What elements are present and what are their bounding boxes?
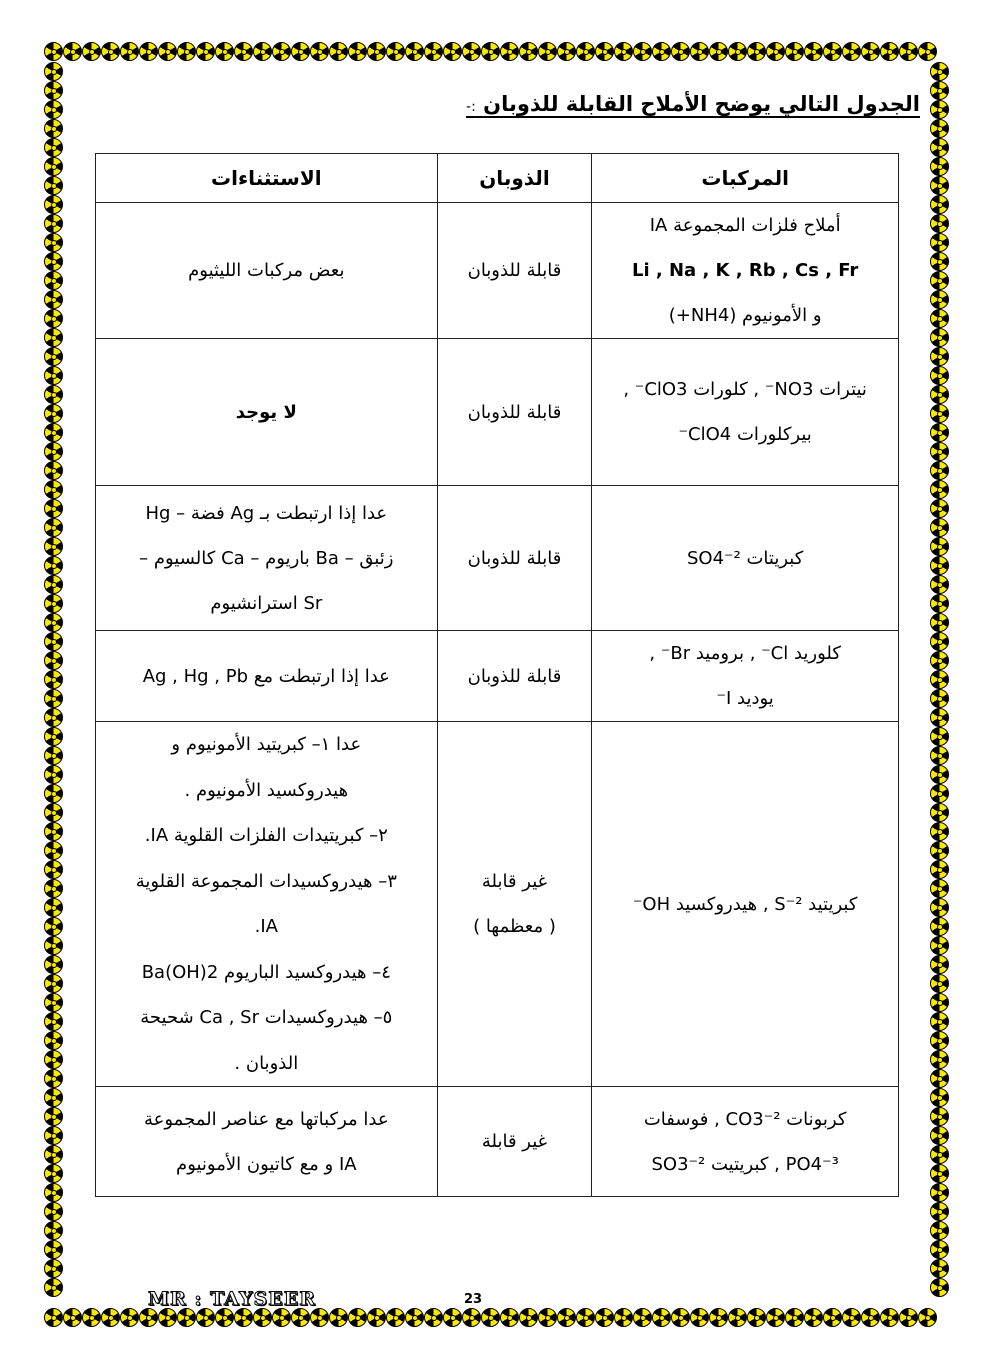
radiation-symbol-icon	[652, 1308, 671, 1327]
radiation-symbol-icon	[766, 1308, 785, 1327]
radiation-symbol-icon	[652, 42, 671, 61]
radiation-symbol-icon	[443, 42, 462, 61]
solubility-cell	[437, 339, 592, 486]
cell-line: كربونات CO3⁻² , فوسفات	[643, 1108, 847, 1130]
exceptions-cell	[96, 631, 438, 722]
cell-line: عدا ١– كبريتيد الأمونيوم و	[171, 734, 362, 755]
compounds-cell	[592, 339, 899, 486]
radiation-symbol-icon	[728, 1308, 747, 1327]
radiation-symbol-icon	[386, 1308, 405, 1327]
radiation-symbol-icon	[671, 42, 690, 61]
radiation-symbol-icon	[443, 1308, 462, 1327]
radiation-symbol-icon	[44, 1145, 63, 1164]
cell-line: كبريتيد S⁻² , هيدروكسيد OH⁻	[632, 893, 858, 915]
radiation-symbol-icon	[44, 613, 63, 632]
radiation-symbol-icon	[930, 385, 949, 404]
solubility-cell	[437, 1087, 592, 1197]
radiation-symbol-icon	[930, 176, 949, 195]
radiation-symbol-icon	[930, 594, 949, 613]
decorative-border-top	[44, 42, 937, 61]
radiation-symbol-icon	[44, 233, 63, 252]
radiation-symbol-icon	[44, 100, 63, 119]
cell-line: غير قابلة	[481, 871, 548, 892]
radiation-symbol-icon	[918, 42, 937, 61]
radiation-symbol-icon	[367, 42, 386, 61]
radiation-symbol-icon	[44, 442, 63, 461]
radiation-symbol-icon	[930, 860, 949, 879]
radiation-symbol-icon	[44, 727, 63, 746]
radiation-symbol-icon	[424, 1308, 443, 1327]
exceptions-cell	[96, 486, 438, 631]
solubility-cell	[437, 722, 592, 1087]
radiation-symbol-icon	[367, 1308, 386, 1327]
radiation-symbol-icon	[747, 42, 766, 61]
radiation-symbol-icon	[44, 176, 63, 195]
radiation-symbol-icon	[44, 1069, 63, 1088]
cell-line: قابلة للذوبان	[467, 401, 562, 423]
radiation-symbol-icon	[329, 1308, 348, 1327]
radiation-symbol-icon	[481, 42, 500, 61]
radiation-symbol-icon	[930, 841, 949, 860]
radiation-symbol-icon	[44, 195, 63, 214]
radiation-symbol-icon	[880, 42, 899, 61]
radiation-symbol-icon	[861, 42, 880, 61]
radiation-symbol-icon	[930, 974, 949, 993]
table-row	[96, 486, 899, 631]
radiation-symbol-icon	[930, 328, 949, 347]
radiation-symbol-icon	[44, 841, 63, 860]
radiation-symbol-icon	[538, 42, 557, 61]
radiation-symbol-icon	[386, 42, 405, 61]
solubility-cell	[437, 486, 592, 631]
radiation-symbol-icon	[930, 537, 949, 556]
radiation-symbol-icon	[930, 1050, 949, 1069]
radiation-symbol-icon	[348, 1308, 367, 1327]
radiation-symbol-icon	[272, 1308, 291, 1327]
header-compounds: المركبات	[592, 154, 899, 203]
radiation-symbol-icon	[44, 784, 63, 803]
radiation-symbol-icon	[576, 1308, 595, 1327]
radiation-symbol-icon	[930, 1069, 949, 1088]
radiation-symbol-icon	[44, 594, 63, 613]
radiation-symbol-icon	[930, 461, 949, 480]
radiation-symbol-icon	[930, 62, 949, 81]
radiation-symbol-icon	[44, 1012, 63, 1031]
cell-line: عدا إذا ارتبطت بـ Ag فضة – Hg	[145, 502, 388, 524]
radiation-symbol-icon	[44, 1240, 63, 1259]
radiation-symbol-icon	[177, 42, 196, 61]
radiation-symbol-icon	[253, 1308, 272, 1327]
radiation-symbol-icon	[44, 81, 63, 100]
radiation-symbol-icon	[82, 1308, 101, 1327]
radiation-symbol-icon	[930, 1031, 949, 1050]
page-title	[466, 92, 920, 116]
radiation-symbol-icon	[930, 1202, 949, 1221]
radiation-symbol-icon	[785, 42, 804, 61]
radiation-symbol-icon	[880, 1308, 899, 1327]
radiation-symbol-icon	[861, 1308, 880, 1327]
title-suffix: :-	[466, 99, 476, 115]
cell-line: زئبق – Ba باريوم – Ca كالسيوم –	[139, 547, 394, 569]
radiation-symbol-icon	[804, 42, 823, 61]
radiation-symbol-icon	[44, 328, 63, 347]
radiation-symbol-icon	[930, 290, 949, 309]
radiation-symbol-icon	[310, 1308, 329, 1327]
radiation-symbol-icon	[44, 1164, 63, 1183]
radiation-symbol-icon	[930, 1107, 949, 1126]
radiation-symbol-icon	[405, 42, 424, 61]
radiation-symbol-icon	[177, 1308, 196, 1327]
radiation-symbol-icon	[930, 119, 949, 138]
radiation-symbol-icon	[690, 1308, 709, 1327]
table-row	[96, 339, 899, 486]
decorative-border-bottom	[44, 1308, 937, 1327]
radiation-symbol-icon	[44, 898, 63, 917]
radiation-symbol-icon	[930, 879, 949, 898]
radiation-symbol-icon	[930, 1240, 949, 1259]
radiation-symbol-icon	[272, 42, 291, 61]
radiation-symbol-icon	[930, 100, 949, 119]
radiation-symbol-icon	[101, 1308, 120, 1327]
radiation-symbol-icon	[44, 157, 63, 176]
radiation-symbol-icon	[930, 727, 949, 746]
radiation-symbol-icon	[930, 271, 949, 290]
radiation-symbol-icon	[614, 1308, 633, 1327]
radiation-symbol-icon	[462, 42, 481, 61]
solubility-cell	[437, 631, 592, 722]
radiation-symbol-icon	[139, 1308, 158, 1327]
cell-line: ٣– هيدروكسيدات المجموعة القلوية	[135, 870, 397, 892]
radiation-symbol-icon	[44, 119, 63, 138]
radiation-symbol-icon	[930, 195, 949, 214]
radiation-symbol-icon	[930, 233, 949, 252]
radiation-symbol-icon	[930, 689, 949, 708]
title-text: الجدول التالي يوضح الأملاح القابلة للذوبان	[483, 92, 920, 116]
radiation-symbol-icon	[44, 1088, 63, 1107]
radiation-symbol-icon	[930, 157, 949, 176]
radiation-symbol-icon	[215, 42, 234, 61]
radiation-symbol-icon	[44, 138, 63, 157]
radiation-symbol-icon	[930, 955, 949, 974]
radiation-symbol-icon	[253, 42, 272, 61]
radiation-symbol-icon	[690, 42, 709, 61]
radiation-symbol-icon	[930, 765, 949, 784]
radiation-symbol-icon	[44, 1126, 63, 1145]
radiation-symbol-icon	[930, 613, 949, 632]
cell-line: و الأمونيوم (NH4+)	[668, 305, 822, 326]
radiation-symbol-icon	[481, 1308, 500, 1327]
radiation-symbol-icon	[44, 860, 63, 879]
radiation-symbol-icon	[930, 309, 949, 328]
cell-line: Sr استرانشيوم	[210, 592, 323, 614]
cell-line: لا يوجد	[235, 401, 297, 423]
radiation-symbol-icon	[44, 575, 63, 594]
radiation-symbol-icon	[930, 784, 949, 803]
compounds-cell	[592, 722, 899, 1087]
radiation-symbol-icon	[44, 746, 63, 765]
radiation-symbol-icon	[930, 347, 949, 366]
radiation-symbol-icon	[633, 42, 652, 61]
cell-line: الذوبان .	[234, 1052, 299, 1074]
radiation-symbol-icon	[44, 822, 63, 841]
cell-line: أملاح فلزات المجموعة IA	[649, 215, 841, 236]
radiation-symbol-icon	[930, 746, 949, 765]
radiation-symbol-icon	[519, 1308, 538, 1327]
radiation-symbol-icon	[930, 575, 949, 594]
cell-line: PO4⁻³ , كبريتيت SO3⁻²	[651, 1153, 839, 1175]
table-row	[96, 722, 899, 1087]
radiation-symbol-icon	[405, 1308, 424, 1327]
radiation-symbol-icon	[44, 309, 63, 328]
radiation-symbol-icon	[930, 822, 949, 841]
radiation-symbol-icon	[930, 708, 949, 727]
radiation-symbol-icon	[930, 556, 949, 575]
radiation-symbol-icon	[785, 1308, 804, 1327]
radiation-symbol-icon	[44, 347, 63, 366]
solubility-cell	[437, 203, 592, 339]
radiation-symbol-icon	[538, 1308, 557, 1327]
radiation-symbol-icon	[557, 1308, 576, 1327]
decorative-border-left	[44, 62, 63, 1297]
header-exceptions: الاستثناءات	[96, 154, 438, 203]
radiation-symbol-icon	[671, 1308, 690, 1327]
cell-line: ٤– هيدروكسيد الباريوم Ba(OH)2	[141, 961, 391, 983]
radiation-symbol-icon	[44, 993, 63, 1012]
cell-line: يوديد I⁻	[716, 688, 774, 709]
radiation-symbol-icon	[930, 1088, 949, 1107]
compounds-cell	[592, 203, 899, 339]
radiation-symbol-icon	[930, 917, 949, 936]
radiation-symbol-icon	[709, 42, 728, 61]
radiation-symbol-icon	[234, 1308, 253, 1327]
radiation-symbol-icon	[918, 1308, 937, 1327]
cell-line: ( معظمها )	[473, 916, 556, 937]
radiation-symbol-icon	[44, 1259, 63, 1278]
cell-line: IA و مع كاتيون الأمونيوم	[176, 1153, 357, 1175]
radiation-symbol-icon	[196, 1308, 215, 1327]
radiation-symbol-icon	[101, 42, 120, 61]
radiation-symbol-icon	[44, 1107, 63, 1126]
cell-line: IA.	[254, 916, 278, 937]
radiation-symbol-icon	[44, 765, 63, 784]
cell-line: قابلة للذوبان	[467, 260, 562, 281]
radiation-symbol-icon	[747, 1308, 766, 1327]
radiation-symbol-icon	[424, 42, 443, 61]
radiation-symbol-icon	[215, 1308, 234, 1327]
radiation-symbol-icon	[930, 423, 949, 442]
radiation-symbol-icon	[930, 1183, 949, 1202]
radiation-symbol-icon	[44, 632, 63, 651]
radiation-symbol-icon	[44, 518, 63, 537]
radiation-symbol-icon	[44, 385, 63, 404]
radiation-symbol-icon	[44, 404, 63, 423]
compounds-cell	[592, 631, 899, 722]
radiation-symbol-icon	[930, 518, 949, 537]
radiation-symbol-icon	[930, 81, 949, 100]
decorative-border-right	[930, 62, 949, 1297]
header-solubility: الذوبان	[437, 154, 592, 203]
radiation-symbol-icon	[44, 1183, 63, 1202]
radiation-symbol-icon	[310, 42, 329, 61]
radiation-symbol-icon	[462, 1308, 481, 1327]
radiation-symbol-icon	[44, 1278, 63, 1297]
radiation-symbol-icon	[614, 42, 633, 61]
radiation-symbol-icon	[348, 42, 367, 61]
radiation-symbol-icon	[44, 499, 63, 518]
radiation-symbol-icon	[930, 1126, 949, 1145]
exceptions-cell	[96, 203, 438, 339]
radiation-symbol-icon	[120, 1308, 139, 1327]
radiation-symbol-icon	[44, 1050, 63, 1069]
radiation-symbol-icon	[930, 1164, 949, 1183]
radiation-symbol-icon	[158, 42, 177, 61]
exceptions-cell	[96, 722, 438, 1087]
radiation-symbol-icon	[930, 138, 949, 157]
radiation-symbol-icon	[842, 1308, 861, 1327]
compounds-cell	[592, 1087, 899, 1197]
radiation-symbol-icon	[930, 670, 949, 689]
radiation-symbol-icon	[196, 42, 215, 61]
radiation-symbol-icon	[930, 366, 949, 385]
radiation-symbol-icon	[44, 651, 63, 670]
radiation-symbol-icon	[329, 42, 348, 61]
radiation-symbol-icon	[930, 499, 949, 518]
radiation-symbol-icon	[158, 1308, 177, 1327]
exceptions-cell	[96, 339, 438, 486]
cell-line: بعض مركبات الليثيوم	[188, 260, 345, 281]
radiation-symbol-icon	[728, 42, 747, 61]
radiation-symbol-icon	[44, 252, 63, 271]
radiation-symbol-icon	[44, 917, 63, 936]
radiation-symbol-icon	[139, 42, 158, 61]
radiation-symbol-icon	[44, 366, 63, 385]
radiation-symbol-icon	[234, 42, 253, 61]
radiation-symbol-icon	[44, 1031, 63, 1050]
radiation-symbol-icon	[930, 252, 949, 271]
radiation-symbol-icon	[823, 42, 842, 61]
cell-line: قابلة للذوبان	[467, 665, 562, 687]
radiation-symbol-icon	[930, 404, 949, 423]
cell-line: عدا إذا ارتبطت مع Ag , Hg , Pb	[142, 665, 390, 687]
cell-line: بيركلورات ClO4⁻	[678, 424, 812, 445]
radiation-symbol-icon	[930, 898, 949, 917]
radiation-symbol-icon	[557, 42, 576, 61]
radiation-symbol-icon	[899, 42, 918, 61]
cell-line: غير قابلة	[481, 1131, 548, 1152]
radiation-symbol-icon	[930, 632, 949, 651]
cell-line: قابلة للذوبان	[467, 547, 562, 569]
cell-line: ٥– هيدروكسيدات Ca , Sr شحيحة	[140, 1007, 393, 1028]
exceptions-cell	[96, 1087, 438, 1197]
radiation-symbol-icon	[930, 936, 949, 955]
radiation-symbol-icon	[595, 42, 614, 61]
radiation-symbol-icon	[930, 442, 949, 461]
cell-line: كبريتات SO4⁻²	[687, 547, 804, 569]
radiation-symbol-icon	[44, 62, 63, 81]
cell-line: عدا مركباتها مع عناصر المجموعة	[143, 1108, 389, 1130]
radiation-symbol-icon	[633, 1308, 652, 1327]
radiation-symbol-icon	[930, 1221, 949, 1240]
radiation-symbol-icon	[291, 1308, 310, 1327]
table-header-row	[96, 154, 899, 203]
radiation-symbol-icon	[44, 461, 63, 480]
radiation-symbol-icon	[44, 708, 63, 727]
radiation-symbol-icon	[766, 42, 785, 61]
radiation-symbol-icon	[930, 651, 949, 670]
radiation-symbol-icon	[44, 290, 63, 309]
radiation-symbol-icon	[842, 42, 861, 61]
radiation-symbol-icon	[500, 1308, 519, 1327]
radiation-symbol-icon	[930, 1012, 949, 1031]
radiation-symbol-icon	[44, 480, 63, 499]
radiation-symbol-icon	[44, 955, 63, 974]
radiation-symbol-icon	[44, 1202, 63, 1221]
radiation-symbol-icon	[44, 537, 63, 556]
table-row	[96, 1087, 899, 1197]
radiation-symbol-icon	[44, 974, 63, 993]
radiation-symbol-icon	[44, 803, 63, 822]
radiation-symbol-icon	[44, 556, 63, 575]
cell-line: ٢– كبريتيدات الفلزات القلوية IA.	[144, 825, 388, 846]
radiation-symbol-icon	[291, 42, 310, 61]
cell-line: Li , Na , K , Rb , Cs , Fr	[631, 260, 859, 281]
cell-line: كلوريد Cl⁻ , بروميد Br⁻ ,	[649, 643, 841, 664]
radiation-symbol-icon	[930, 1259, 949, 1278]
footer-author: MR : TAYSEER	[148, 1288, 316, 1310]
compounds-cell	[592, 486, 899, 631]
radiation-symbol-icon	[82, 42, 101, 61]
table-row	[96, 631, 899, 722]
page-number: 23	[464, 1292, 483, 1307]
radiation-symbol-icon	[44, 271, 63, 290]
radiation-symbol-icon	[44, 1221, 63, 1240]
radiation-symbol-icon	[930, 993, 949, 1012]
radiation-symbol-icon	[823, 1308, 842, 1327]
radiation-symbol-icon	[44, 670, 63, 689]
radiation-symbol-icon	[576, 42, 595, 61]
cell-line: هيدروكسيد الأمونيوم .	[184, 779, 349, 801]
radiation-symbol-icon	[44, 42, 63, 61]
radiation-symbol-icon	[500, 42, 519, 61]
radiation-symbol-icon	[44, 879, 63, 898]
radiation-symbol-icon	[709, 1308, 728, 1327]
radiation-symbol-icon	[899, 1308, 918, 1327]
radiation-symbol-icon	[519, 42, 538, 61]
cell-line: نيترات NO3⁻ , كلورات ClO3⁻ ,	[623, 379, 867, 400]
radiation-symbol-icon	[930, 480, 949, 499]
radiation-symbol-icon	[120, 42, 139, 61]
table-row	[96, 203, 899, 339]
radiation-symbol-icon	[930, 1145, 949, 1164]
radiation-symbol-icon	[63, 1308, 82, 1327]
radiation-symbol-icon	[930, 214, 949, 233]
radiation-symbol-icon	[930, 803, 949, 822]
radiation-symbol-icon	[44, 689, 63, 708]
radiation-symbol-icon	[63, 42, 82, 61]
radiation-symbol-icon	[44, 214, 63, 233]
radiation-symbol-icon	[44, 1308, 63, 1327]
radiation-symbol-icon	[930, 1278, 949, 1297]
soluble-salts-table	[95, 153, 899, 1197]
radiation-symbol-icon	[804, 1308, 823, 1327]
radiation-symbol-icon	[44, 936, 63, 955]
radiation-symbol-icon	[44, 423, 63, 442]
radiation-symbol-icon	[595, 1308, 614, 1327]
